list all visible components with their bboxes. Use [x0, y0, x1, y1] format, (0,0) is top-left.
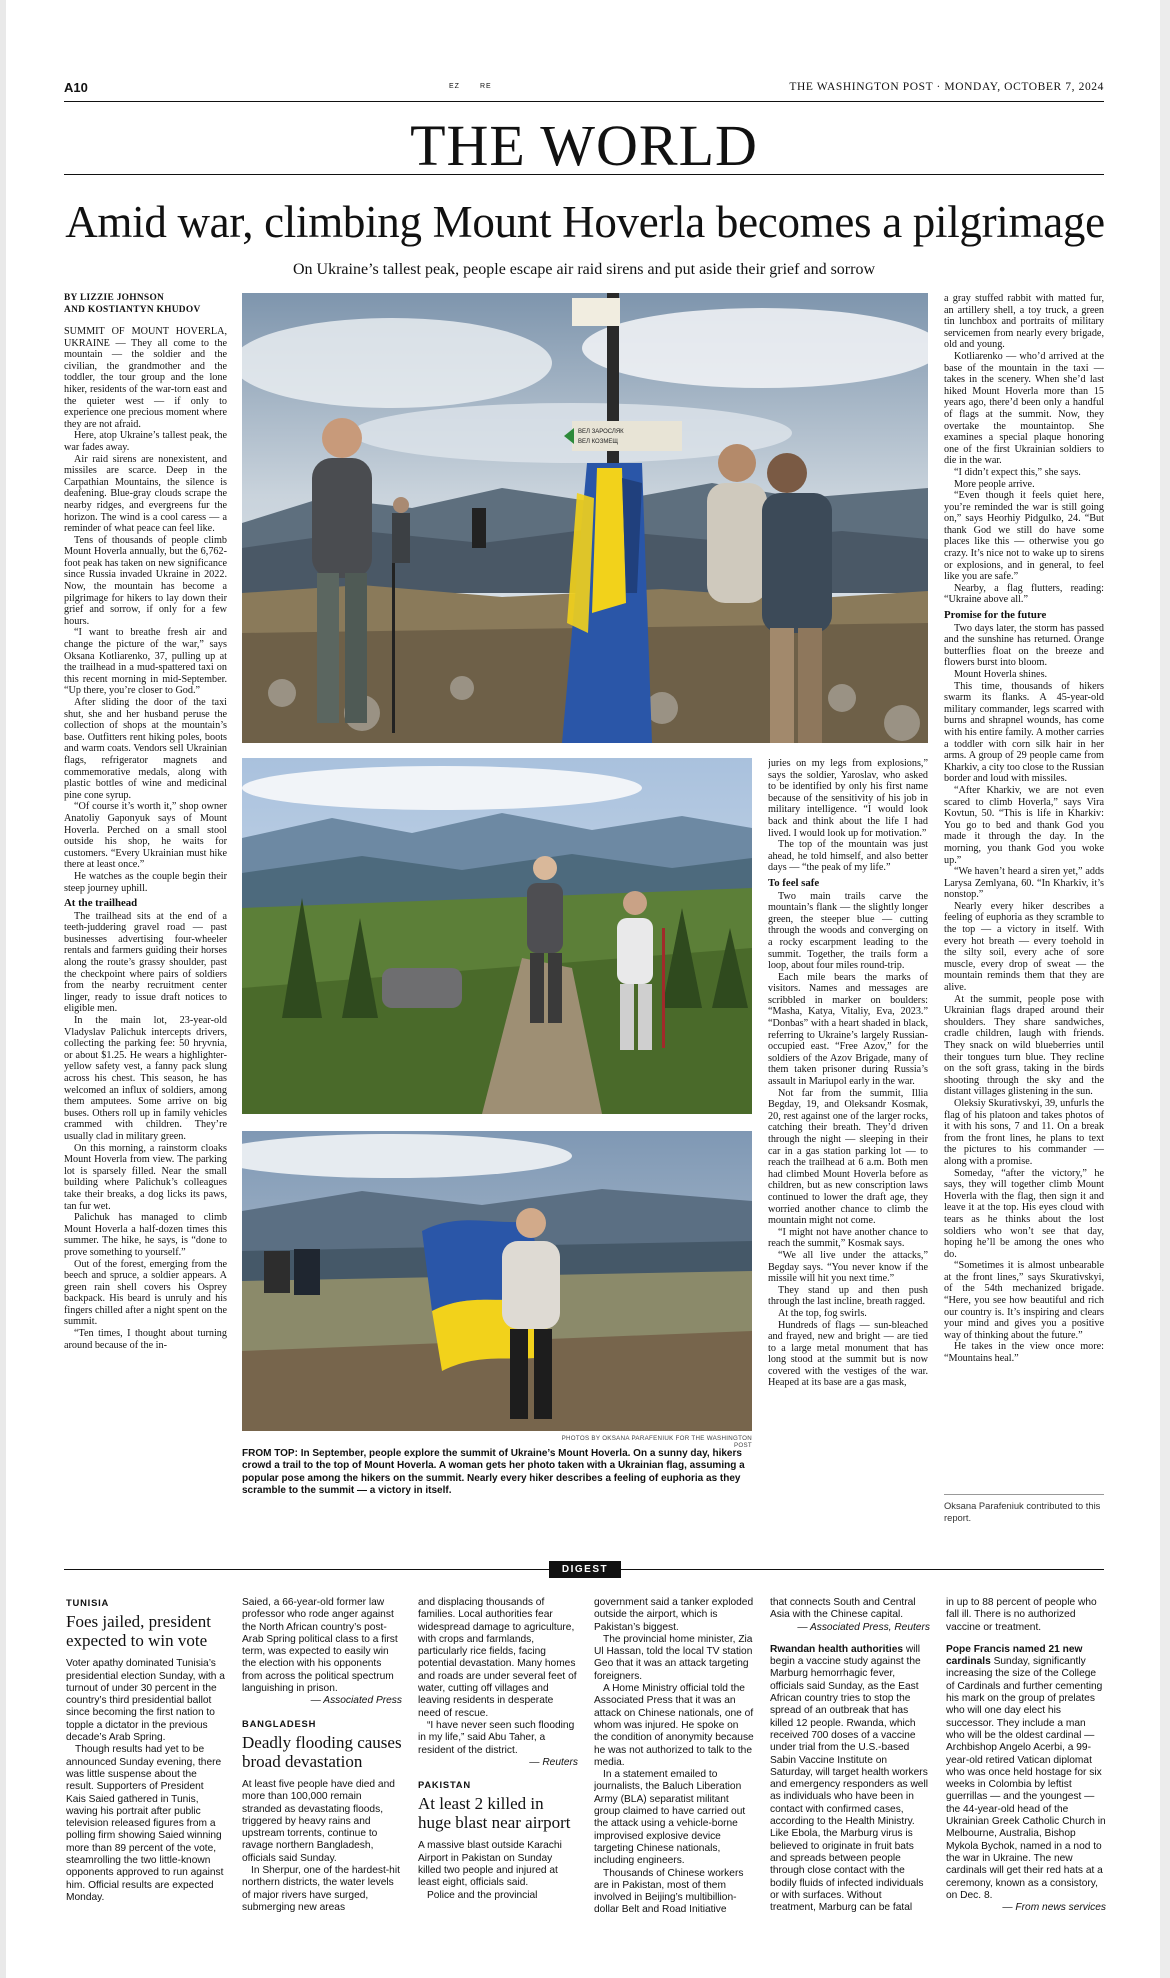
article-paragraph: After sliding the door of the taxi shut, she and her husband peruse the collection of shops at the mountain’s base. Outfitters rent hiking poles, boots and warm coats. Vendors sell Ukrainian flags, refrigerator magnets and commemorative medals, along with plastic bottles of wine and medicinal pine cone syrup. [64, 697, 227, 801]
digest-paragraph: that connects South and Central Asia with the Chinese capital. [770, 1597, 916, 1621]
article-paragraph: juries on my legs from explosions,” says the soldier, Yaroslav, who asked to be identified by only his first name because of the sensitivity of his job in military intelligence. “I would look back and think about the life I had lived. I would look up for motivation.” [768, 758, 928, 839]
byline-by: BY [64, 293, 78, 303]
digest-paragraph: government said a tanker exploded outside the airport, which is Pakistan’s biggest. [594, 1597, 754, 1633]
digest-paragraph: A massive blast outside Karachi Airport in Pakistan on Sunday killed two people and injured at least eight, officials said. [418, 1840, 562, 1889]
digest-source-bangladesh: — Reuters [529, 1756, 578, 1768]
article-paragraph: “Sometimes it is almost unbearable at the front lines,” says Skurativskyi, of the 54th mechanized brigade. “Here, you see how beautiful and rich our country is. It’s inspiring and clears your mind and gives you a positive way of thinking about the future.” [944, 1260, 1104, 1341]
digest-source-news-services: — From news services [1002, 1902, 1106, 1914]
article-paragraph: This time, thousands of hikers swarm its flanks. A 45-year-old military commander, legs scarred with burns and shrapnel wounds, has come with his entire family. A mother carries a toddler with corn silk hair in her arms. A group of 29 people came from Kharkiv, a city too close to the Russian border and loud with missiles. [944, 680, 1104, 785]
digest-brief-rwanda [770, 1644, 930, 1915]
digest-paragraph: and displacing thousands of families. Local authorities fear widespread damage to agriculture, with crops and farmlands, particularly rice fields, facing potential devastation. Many homes and roads are under several feet of water, cutting off villages and leaving residents in desperate need of rescue. [418, 1597, 577, 1719]
edition-code-2: RE [480, 83, 492, 90]
digest-column-4 [594, 1597, 754, 1947]
article-paragraph: “Ten times, I thought about turning around because of the in- [64, 1328, 227, 1351]
article-paragraph: “Even though it feels quiet here, you’re reminded the war is still going on,” says Heorhiy Pidgulko, 24. “But thank God we still do have some places like this — otherwise you go crazy. It’s nice not to wake up to sirens or explosions, and in general, to feel like you are safe.” [944, 490, 1104, 583]
article-paragraph: At the top, fog swirls. [778, 1307, 867, 1319]
digest-lead-rwanda: Rwandan health authorities [770, 1643, 904, 1655]
digest-paragraph: “I have never seen such flooding in my life,” said Abu Taher, a resident of the district. [418, 1719, 575, 1756]
byline-and: AND [64, 304, 86, 315]
article-paragraph: Hundreds of flags — sun-bleached and frayed, new and bright — are tied to a large metal monument that has long stood at the summit but is now covered with the vestiges of the war. Heaped at its base are a gas mask, [768, 1319, 928, 1389]
digest-paragraph: Thousands of Chinese workers are in Pakistan, most of them involved in Beijing’s multibillion-dollar Belt and Road Initiative [594, 1867, 744, 1916]
digest-paragraph: Though results had yet to be announced Sunday evening, there was little suspense about the result. Supporters of President Kais Saied gathered in Tunis, waving his portrait after public television released figures from a polling firm showing Saied winning more than 89 percent of the vote, steamrolling the two little-known opponents approved to run against him. Official results are expected Monday. [66, 1744, 224, 1903]
digest-column-1 [66, 1597, 226, 1947]
digest-column-3 [418, 1597, 578, 1947]
digest-kicker-pakistan: PAKISTAN [418, 1779, 471, 1791]
page-folio [64, 80, 1104, 102]
digest-paragraph: At least five people have died and more than 100,000 remain stranded as devastating floods, triggered by heavy rains and upstream torrents, continue to ravage northern Bangladesh, officials said Sunday. [242, 1778, 395, 1864]
contributor-note: Oksana Parafeniuk contributed to this report. [944, 1500, 1101, 1523]
article-paragraph: Palichuk has managed to climb Mount Hoverla a half-dozen times this summer. The hike, he says, is “done to prove something to yourself.” [64, 1212, 227, 1258]
article-paragraph: Two main trails carve the mountain’s flank — the slightly longer green, the steeper blue — cutting through the woods and converging on a rocky escarpment leading to the summit. Together, the trails form a loop, about four miles round-trip. [768, 890, 928, 972]
article-paragraph: The top of the mountain was just ahead, he told himself, and also better days — “the peak of my life.” [768, 839, 928, 874]
digest-source-tunisia: — Associated Press [310, 1695, 402, 1707]
photo-caption: FROM TOP: In September, people explore the summit of Ukraine’s Mount Hoverla. On a sunny day, hikers crowd a trail to the top of Mount Hoverla. A woman gets her photo taken with a Ukrainian flag, assuming a popular pose among the hikers on the summit. Nearly every hiker describes a feeling of euphoria as they scramble to the summit — a victory in itself. [242, 1448, 745, 1497]
article-paragraph: “I might not have another chance to reach the summit,” Kosmak says. [768, 1226, 928, 1250]
article-paragraph: “We all live under the attacks,” Begday says. “You never know if the missile will hit you next time.” [768, 1249, 928, 1285]
digest-source-pakistan: — Associated Press, Reuters [797, 1621, 930, 1633]
digest-kicker-tunisia: TUNISIA [66, 1597, 110, 1608]
article-paragraph: Not far from the summit, Illia Begday, 19, and Oleksandr Kosmak, 20, rest against one of the larger rocks, catching their breath. They’d driven through the night — sleeping in their car in a gas station parking lot — to reach the trailhead at 6 a.m. Both men had climbed Mount Hoverla before as children, but as new conscription laws continued to lower the draft age, they worried another chance to climb the mountain might not come. [768, 1087, 928, 1227]
article-column-3 [944, 293, 1104, 1483]
signpost-text-1: ВЕЛ ЗАРОСЛЯК [578, 429, 624, 435]
digest-column-5 [770, 1597, 930, 1947]
digest-column-6 [946, 1597, 1106, 1947]
digest-paragraph: Police and the provincial [427, 1889, 538, 1901]
deck: On Ukraine’s tallest peak, people escape air raid sirens and put aside their grief and sorrow [292, 261, 875, 278]
digest-kicker-bangladesh: BANGLADESH [242, 1717, 317, 1729]
article-paragraph: SUMMIT OF MOUNT HOVERLA, UKRAINE — They all come to the mountain — the soldier and the civilian, the grandmother and the toddler, the tour group and the lone hiker, residents of the war-torn east and the quieter west — if only to experience one precious moment where they are not afraid. [64, 326, 227, 430]
digest-column-2 [242, 1597, 402, 1947]
article-paragraph: On this morning, a rainstorm cloaks Mount Hoverla from view. The parking lot is sparsely filled. Near the small building where Palichuk’s colleagues take their breaks, a dog licks its paws, tan fur wet. [64, 1142, 227, 1212]
article-paragraph: “Of course it’s worth it,” shop owner Anatoliy Gaponyuk says of Mount Hoverla. Perched on a small stool outside his shop, he waits for customers. “Every Ukrainian must hike there at least once.” [64, 801, 227, 871]
article-paragraph: Someday, “after the victory,” he says, they will together climb Mount Hoverla with the flag, then sign it and leave it at the top. His eyes cloud with tears as he thinks about the lost soldiers who won’t see that day, hoping he’ll be among the ones who do. [944, 1167, 1104, 1260]
section-rule [64, 174, 1104, 175]
contributor-rule [944, 1494, 1104, 1495]
signpost-text-2: ВЕЛ КОЗМЕЩ [578, 439, 618, 445]
article-paragraph: Kotliarenko — who’d arrived at the base of the mountain in the taxi — takes in the scenery. When she’d last hiked Mount Hoverla more than 15 years ago, there’d been only a handful of flags at the summit. Now, they overtake the mountaintop. She examines a special plaque honoring one of the first Ukrainian soldiers to die in the war. [944, 350, 1104, 467]
byline [64, 293, 227, 316]
subhead-promise-for-the-future: Promise for the future [944, 609, 1047, 622]
article-paragraph: Each mile bears the marks of visitors. Names and messages are scribbled in marker on boulders: “Masha, Katya, Vitaliy, Eva, 2023.” “Donbas” with a heart shaded in black, referring to Ukraine’s largely Russian-occupied east. “Free Azov,” for the soldiers of the Azov Brigade, many of them taken prisoner during Russia’s assault in Mariupol early in the war. [768, 971, 928, 1088]
article-paragraph: Oleksiy Skurativskyi, 39, unfurls the flag of his platoon and takes photos of it with his sons, 7 and 11. On a break from the front lines, he plans to text the pictures to his commander — along with a promise. [944, 1097, 1104, 1167]
article-paragraph: “We haven’t heard a siren yet,” adds Larysa Zemlyana, 60. “In Kharkiv, it’s nonstop.” [944, 866, 1104, 901]
article-column-1 [64, 293, 227, 1528]
byline-author-1: LIZZIE JOHNSON [79, 293, 165, 303]
photo-woman-flag [242, 1131, 752, 1431]
article-paragraph: Out of the forest, emerging from the beech and spruce, a soldier appears. A green rain shell covers his Osprey backpack. His beard is unruly and his fingers chilled after a night spent on the summit. [64, 1258, 227, 1328]
digest-paragraph: In Sherpur, one of the hardest-hit northern districts, the water levels of major rivers have surged, submerging new areas [242, 1865, 400, 1913]
digest-brief-pope [946, 1644, 1106, 1902]
digest-paragraph: in up to 88 percent of people who fall ill. There is no authorized vaccine or treatment. [946, 1597, 1097, 1633]
article-paragraph: Air raid sirens are nonexistent, and missiles are scarce. Deep in the Carpathian Mountains, the silence is deafening. Blue-gray clouds scrape the nearby ridges, and evergreens fur the horizon. The wind is a cool caress — a reminder of what peace can feel like. [64, 453, 227, 535]
page-number: A10 [64, 80, 88, 95]
photo-credit: PHOTOS BY OKSANA PARAFENIUK FOR THE WASHINGTON POST [561, 1435, 752, 1449]
digest-lead-pope: Pope Francis named 21 new cardinals [946, 1643, 1083, 1668]
digest-headline-tunisia: Foes jailed, president expected to win vote [66, 1612, 211, 1651]
digest-text-pope: Sunday, significantly increasing the size of the College of Cardinals and further cementing his mark on the group of prelates who will one day elect his successor. They include a man who will be the oldest cardinal — Archbishop Angelo Acerbi, a 99-year-old retired Vatican diplomat who was once held hostage for six weeks in Colombia by leftist guerrillas — and the youngest — the 44-year-old head of the Ukrainian Greek Catholic Church in Melbourne, Australia, Bishop Mykola Bychok, named in a nod to the war in Ukraine. The new cardinals will get their red hats at a ceremony, known as a consistory, on Dec. 8. [946, 1656, 1106, 1901]
photo-summit-monument [242, 293, 928, 743]
article-paragraph: The trailhead sits at the end of a teeth-juddering gravel road — past businesses advertising four-wheeler rentals and farmers guiding their horses along the route’s grassy shoulder, past the checkpoint where pairs of soldiers from the nearby recruitment center linger, ready to issue draft notices to eligible men. [64, 910, 227, 1015]
digest-paragraph: Voter apathy dominated Tunisia’s presidential election Sunday, with a turnout of under 30 percent in the country’s third presidential ballot since becoming the first nation to topple a dictator in the previous decade’s Arab Spring. [66, 1658, 225, 1744]
article-paragraph: He takes in the view once more: “Mountains heal.” [944, 1341, 1104, 1365]
article-paragraph: Here, atop Ukraine’s tallest peak, the war fades away. [64, 430, 227, 453]
digest-headline-pakistan: At least 2 killed in huge blast near airport [418, 1794, 571, 1833]
article-paragraph: Two days later, the storm has passed and the sunshine has returned. Orange butterflies float on the breeze and flowers burst into bloom. [944, 622, 1104, 669]
digest-paragraph: Saied, a 66-year-old former law professor who rode anger against the North African country’s post-Arab Spring political class to a first term, was expected to easily win the election with his opponents from across the political spectrum languishing in prison. [242, 1597, 398, 1695]
article-paragraph: “I didn’t expect this,” she says. [954, 466, 1081, 478]
article-paragraph: Nearly every hiker describes a feeling of euphoria as they scramble to the top — a victory in itself. With every hot breath — every toehold in the silty soil, every ache of sore muscle, every drop of sweat — the mountain reminds them that they are alive. [944, 900, 1104, 994]
article-paragraph: “I want to breathe fresh air and change the picture of the war,” says Oksana Kotliarenko, 37, pulling up at the trailhead in a mud-spattered taxi on this recent morning in mid-September. “Up there, you’re closer to God.” [64, 627, 227, 697]
section-title: THE WORLD [410, 113, 758, 178]
article-paragraph: “After Kharkiv, we are not even scared to climb Hoverla,” says Vira Kovtun, 50. “This is life in Kharkiv: You go to bed and thank God you made it through the day. In the morning, you thank God you woke up.” [944, 784, 1104, 866]
digest-headline-bangladesh: Deadly flooding causes broad devastation [242, 1732, 402, 1771]
digest-label: DIGEST [549, 1561, 621, 1578]
article-paragraph: More people arrive. [954, 478, 1035, 490]
digest-paragraph: The provincial home minister, Zia Ul Hassan, told the local TV station Geo that it was an attack targeting foreigners. [594, 1633, 753, 1682]
article-paragraph: Tens of thousands of people climb Mount Hoverla annually, but the 6,762-foot peak has taken on new significance since Russia invaded Ukraine in 2022. Now, the mountain has become a pilgrimage for hikers to lay down their grief and sorrow, if only for a few hours. [64, 534, 227, 627]
photo-hikers-trail [242, 758, 752, 1114]
byline-author-2: KOSTIANTYN KHUDOV [87, 304, 201, 315]
article-paragraph: At the summit, people pose with Ukrainian flags draped around their shoulders. They share sandwiches, cradle children, laugh with friends. They snack on wild blueberries until their tongues turn blue. They recline on the soft grass, taking in the birds shooting through the sky and the distant villages glistening in the sun. [944, 993, 1104, 1098]
edition-code-1: EZ [449, 83, 460, 90]
subhead-to-feel-safe: To feel safe [768, 876, 820, 889]
headline: Amid war, climbing Mount Hoverla becomes a pilgrimage [65, 197, 1105, 247]
digest-text-rwanda: will begin a vaccine study against the Marburg hemorrhagic fever, officials said Sunday, as the East African country tries to stop the spread of an outbreak that has killed 12 people. Rwanda, which received 700 doses of a vaccine under trial from the U.S.-based Sabin Vaccine Institute on Saturday, will target health workers and emergency responders as well as individuals who have been in contact with confirmed cases, according to the Health Ministry. Like Ebola, the Marburg virus is believed to originate in fruit bats and spreads between people through close contact with the bodily fluids of infected individuals or with surfaces. Without treatment, Marburg can be fatal [770, 1643, 928, 1914]
article-column-2 [768, 758, 928, 1528]
article-paragraph: Nearby, a flag flutters, reading: “Ukraine above all.” [944, 582, 1104, 606]
article-paragraph: They stand up and then push through the last incline, breath ragged. [768, 1284, 928, 1308]
article-paragraph: He watches as the couple begin their steep journey uphill. [64, 870, 227, 894]
page-dateline: THE WASHINGTON POST · MONDAY, OCTOBER 7, 2024 [789, 81, 1104, 93]
digest-paragraph: In a statement emailed to journalists, the Baluch Liberation Army (BLA) separatist militant group claimed to have carried out the attack using a vehicle-borne improvised explosive device targeting Chinese nationals, including engineers. [594, 1769, 746, 1867]
article-paragraph: Mount Hoverla shines. [954, 669, 1048, 680]
article-paragraph: a gray stuffed rabbit with matted fur, an artillery shell, a toy truck, a green tin lunchbox and portraits of military servicemen from nearly every brigade, old and young. [944, 293, 1104, 351]
subhead-trailhead: At the trailhead [64, 897, 138, 910]
digest-paragraph: A Home Ministry official told the Associated Press that it was an attack on Chinese nationals, one of whom was injured. He spoke on the condition of anonymity because he was not authorized to talk to the media. [594, 1683, 754, 1768]
article-paragraph: In the main lot, 23-year-old Vladyslav Palichuk intercepts drivers, collecting the parking fee: 50 hryvnia, or about $1.25. He wears a highlighter-yellow safety vest, a fanny pack slung across his chest. This season, he has welcomed an influx of soldiers, among them amputees. Some arrive on big buses. Others roll up in family vehicles crammed with children. They’re usually clad in military green. [64, 1015, 227, 1142]
folio-rule [64, 101, 1104, 102]
